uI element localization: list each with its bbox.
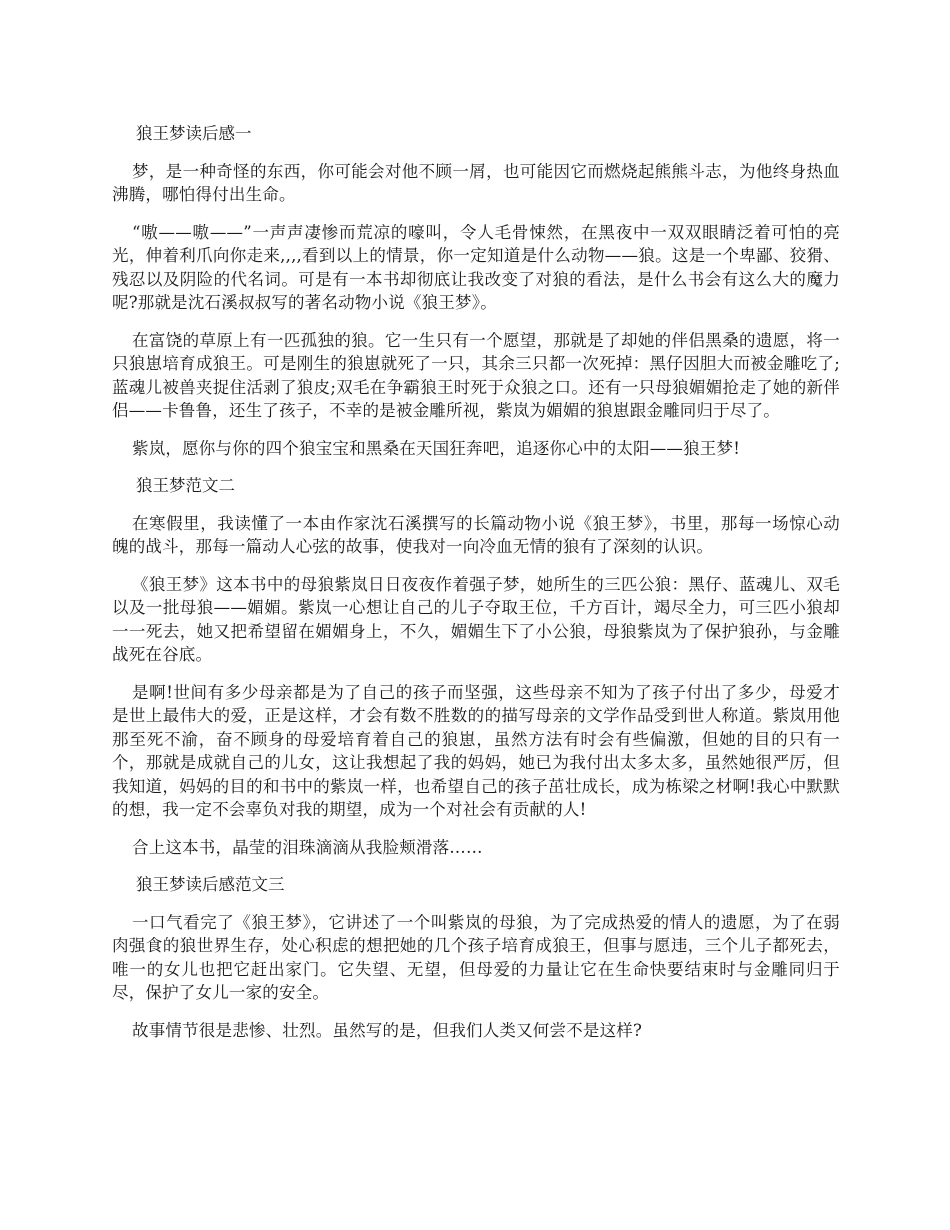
paragraph: 一口气看完了《狼王梦》，它讲述了一个叫紫岚的母狼，为了完成热爱的情人的遗愿，为了在弱肉强食的狼世界生存，处心积虑的想把她的几个孩子培育成狼王，但事与愿违，三个儿子都死去，唯一的女儿也把它赶出家门。它失望、无望，但母爱的力量让它在生命快要结束时与金雕同归于尽，保护了女儿一家的安全。	[112, 912, 840, 1002]
paragraph: 梦，是一种奇怪的东西，你可能会对他不顾一屑，也可能因它而燃烧起熊熊斗志，为他终身热血沸腾，哪怕得付出生命。	[112, 161, 840, 204]
paragraph: 紫岚，愿你与你的四个狼宝宝和黑桑在天国狂奔吧，追逐你心中的太阳——狼王梦!	[132, 438, 741, 458]
section-heading-1: 狼王梦读后感一	[136, 124, 252, 143]
paragraph: 在寒假里，我读懂了一本由作家沈石溪撰写的长篇动物小说《狼王梦》，书里，那每一场惊心动魄的战斗，那每一篇动人心弦的故事，使我对一向冷血无情的狼有了深刻的认识。	[112, 513, 840, 556]
paragraph: 是啊!世间有多少母亲都是为了自己的孩子而坚强，这些母亲不知为了孩子付出了多少，母爱才是世上最伟大的爱，正是这样，才会有数不胜数的的描写母亲的文学作品受到世人称道。紫岚用他那至死不渝，奋不顾身的母爱培育着自己的狼崽，虽然方法有时会有些偏激，但她的目的只有一个，那就是成就自己的儿女，这让我想起了我的妈妈，她已为我付出太多太多，虽然她很严厉，但我知道，妈妈的目的和书中的紫岚一样，也希望自己的孩子茁壮成长，成为栋梁之材啊!我心中默默的想，我一定不会辜负对我的期望，成为一个对社会有贡献的人!	[112, 682, 840, 819]
section-heading-3: 狼王梦读后感范文三	[136, 875, 285, 894]
document-page	[112, 122, 840, 1056]
paragraph: 合上这本书，晶莹的泪珠滴滴从我脸颊滑落……	[132, 837, 483, 857]
section-heading-2: 狼王梦范文二	[136, 476, 235, 495]
paragraph: “嗷——嗷——”一声声凄惨而荒凉的嚎叫，令人毛骨悚然，在黑夜中一双双眼睛泛着可怕的亮光，伸着利爪向你走来,,,,看到以上的情景，你一定知道是什么动物——狼。这是一个卑鄙、狡猾、残忍以及阴险的代名词。可是有一本书却彻底让我改变了对狼的看法，是什么书会有这么大的魔力呢?那就是沈石溪叔叔写的著名动物小说《狼王梦》。	[112, 222, 840, 312]
paragraph: 故事情节很是悲惨、壮烈。虽然写的是，但我们人类又何尝不是这样?	[132, 1020, 643, 1040]
paragraph: 《狼王梦》这本书中的母狼紫岚日日夜夜作着强子梦，她所生的三匹公狼：黑仔、蓝魂儿、双毛以及一批母狼——媚媚。紫岚一心想让自己的儿子夺取王位，千方百计，竭尽全力，可三匹小狼却一一死去，她又把希望留在媚媚身上，不久，媚媚生下了小公狼，母狼紫岚为了保护狼孙，与金雕战死在谷底。	[112, 574, 840, 664]
paragraph: 在富饶的草原上有一匹孤独的狼。它一生只有一个愿望，那就是了却她的伴侣黑桑的遗愿，将一只狼崽培育成狼王。可是刚生的狼崽就死了一只，其余三只都一次死掉：黑仔因胆大而被金雕吃了;蓝魂儿被兽夹捉住活剥了狼皮;双毛在争霸狼王时死于众狼之口。还有一只母狼媚媚抢走了她的新伴侣——卡鲁鲁，还生了孩子，不幸的是被金雕所视，紫岚为媚媚的狼崽跟金雕同归于尽了。	[112, 330, 840, 420]
